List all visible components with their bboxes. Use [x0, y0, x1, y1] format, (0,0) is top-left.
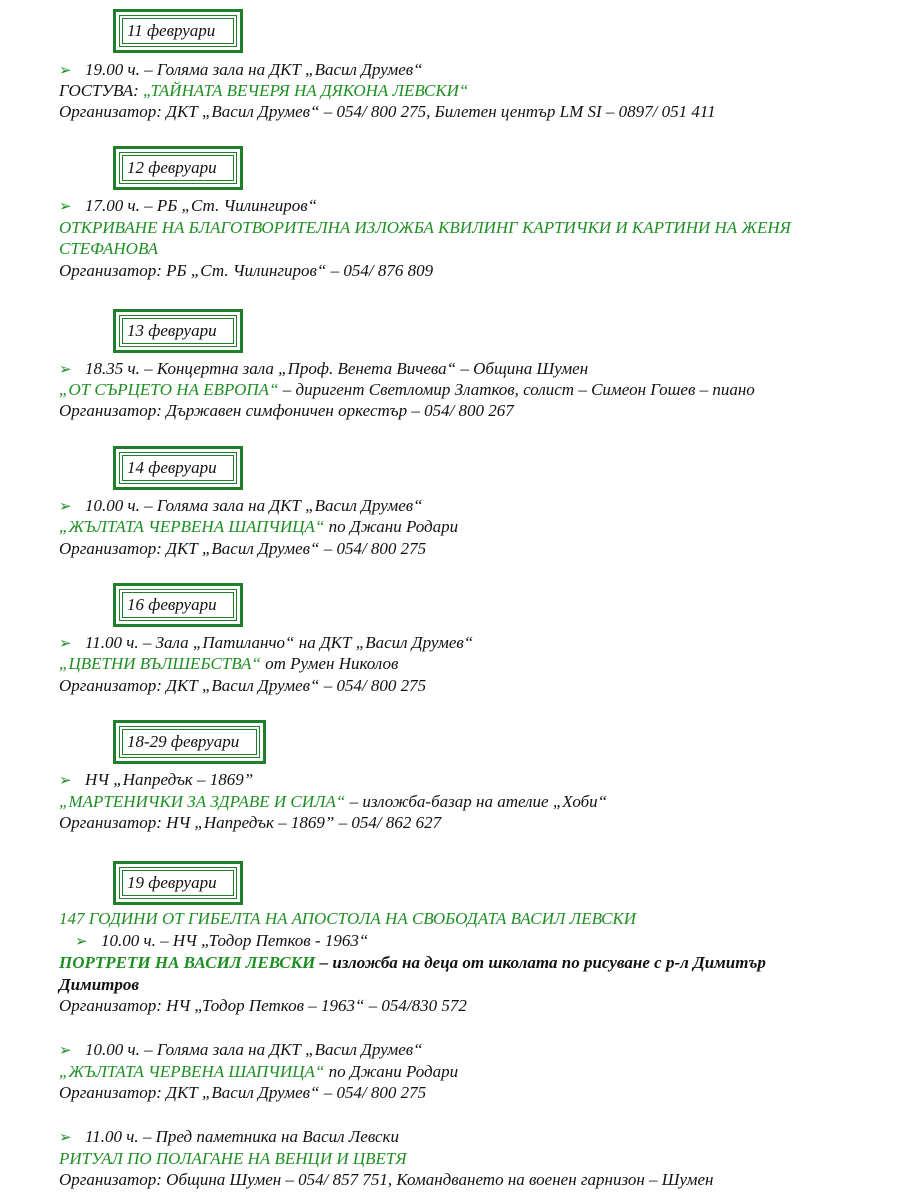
event-title: „ЖЪЛТАТА ЧЕРВЕНА ШАПЧИЦА“ по Джани Родари — [59, 517, 459, 536]
event-title: РИТУАЛ ПО ПОЛАГАНЕ НА ВЕНЦИ И ЦВЕТЯ — [59, 1149, 407, 1168]
event-organizer: Организатор: ДКТ „Васил Друмев“ – 054/ 800 275 — [59, 1083, 427, 1102]
event-organizer: Организатор: Държавен симфоничен оркестър – 054/ 800 267 — [59, 401, 514, 420]
date-label: 16 февруари — [122, 592, 234, 618]
event-title: ОТКРИВАНЕ НА БЛАГОТВОРИТЕЛНА ИЗЛОЖБА КВИЛИНГ КАРТИЧКИ И КАРТИНИ НА ЖЕНЯ — [59, 218, 791, 237]
event-title-cont: СТЕФАНОВА — [59, 239, 159, 258]
date-label: 12 февруари — [122, 155, 234, 181]
date-box-11 — [113, 9, 243, 53]
arrow-bullet-icon: ➢ — [59, 199, 72, 215]
arrow-bullet-icon: ➢ — [59, 499, 72, 515]
event-title: ГОСТУВА: „ТАЙНАТА ВЕЧЕРЯ НА ДЯКОНА ЛЕВСКИ“ — [59, 81, 469, 100]
date-box-16 — [113, 583, 243, 627]
event-time: ➢ 10.00 ч. – Голяма зала на ДКТ „Васил Друмев“ — [59, 496, 423, 515]
event-time: ➢ 11.00 ч. – Пред паметника на Васил Левски — [59, 1127, 399, 1146]
event-title: „ОТ СЪРЦЕТО НА ЕВРОПА“ – диригент Светломир Златков, солист – Симеон Гошев – пиано — [59, 380, 755, 399]
event-time: ➢ 18.35 ч. – Концертна зала „Проф. Венета Вичева“ – Община Шумен — [59, 359, 589, 378]
date-label: 18-29 февруари — [122, 729, 257, 755]
date-box-13 — [113, 309, 243, 353]
event-time: ➢ 19.00 ч. – Голяма зала на ДКТ „Васил Друмев“ — [59, 60, 423, 79]
date-box-12 — [113, 146, 243, 190]
event-title: „ЖЪЛТАТА ЧЕРВЕНА ШАПЧИЦА“ по Джани Родари — [59, 1062, 459, 1081]
date-box-18-29 — [113, 720, 266, 764]
event-title-cont: Димитров — [59, 975, 139, 994]
arrow-bullet-icon: ➢ — [75, 934, 88, 950]
date-label: 19 февруари — [122, 870, 234, 896]
date-label: 14 февруари — [122, 455, 234, 481]
event-organizer: Организатор: ДКТ „Васил Друмев“ – 054/ 800 275, Билетен център LM SI – 0897/ 051 411 — [59, 102, 716, 121]
date-box-14 — [113, 446, 243, 490]
event-organizer: Организатор: РБ „Ст. Чилингиров“ – 054/ 876 809 — [59, 261, 434, 280]
event-time: ➢ 10.00 ч. – Голяма зала на ДКТ „Васил Друмев“ — [59, 1040, 423, 1059]
arrow-bullet-icon: ➢ — [59, 362, 72, 378]
event-organizer: Организатор: Община Шумен – 054/ 857 751, Командването на военен гарнизон – Шумен — [59, 1170, 714, 1189]
date-box-19 — [113, 861, 243, 905]
event-time: ➢ 10.00 ч. – НЧ „Тодор Петков - 1963“ — [75, 931, 369, 950]
event-organizer: Организатор: ДКТ „Васил Друмев“ – 054/ 800 275 — [59, 676, 427, 695]
event-organizer: Организатор: НЧ „Тодор Петков – 1963“ – 054/830 572 — [59, 996, 467, 1015]
section-heading: 147 ГОДИНИ ОТ ГИБЕЛТА НА АПОСТОЛА НА СВОБОДАТА ВАСИЛ ЛЕВСКИ — [59, 909, 637, 928]
event-time: ➢ НЧ „Напредък – 1869” — [59, 770, 254, 789]
arrow-bullet-icon: ➢ — [59, 1130, 72, 1146]
date-label: 11 февруари — [122, 18, 234, 44]
date-label: 13 февруари — [122, 318, 234, 344]
event-title: „МАРТЕНИЧКИ ЗА ЗДРАВЕ И СИЛА“ – изложба-базар на ателие „Хоби“ — [59, 792, 608, 811]
event-time: ➢ 11.00 ч. – Зала „Патиланчо“ на ДКТ „Васил Друмев“ — [59, 633, 474, 652]
arrow-bullet-icon: ➢ — [59, 63, 72, 79]
event-title: „ЦВЕТНИ ВЪЛШЕБСТВА“ от Румен Николов — [59, 654, 399, 673]
event-time: ➢ 17.00 ч. – РБ „Ст. Чилингиров“ — [59, 196, 318, 215]
event-organizer: Организатор: НЧ „Напредък – 1869” – 054/ 862 627 — [59, 813, 442, 832]
event-organizer: Организатор: ДКТ „Васил Друмев“ – 054/ 800 275 — [59, 539, 427, 558]
arrow-bullet-icon: ➢ — [59, 636, 72, 652]
arrow-bullet-icon: ➢ — [59, 773, 72, 789]
event-title: ПОРТРЕТИ НА ВАСИЛ ЛЕВСКИ – изложба на деца от школата по рисуване с р-л Димитър — [59, 953, 766, 972]
arrow-bullet-icon: ➢ — [59, 1043, 72, 1059]
